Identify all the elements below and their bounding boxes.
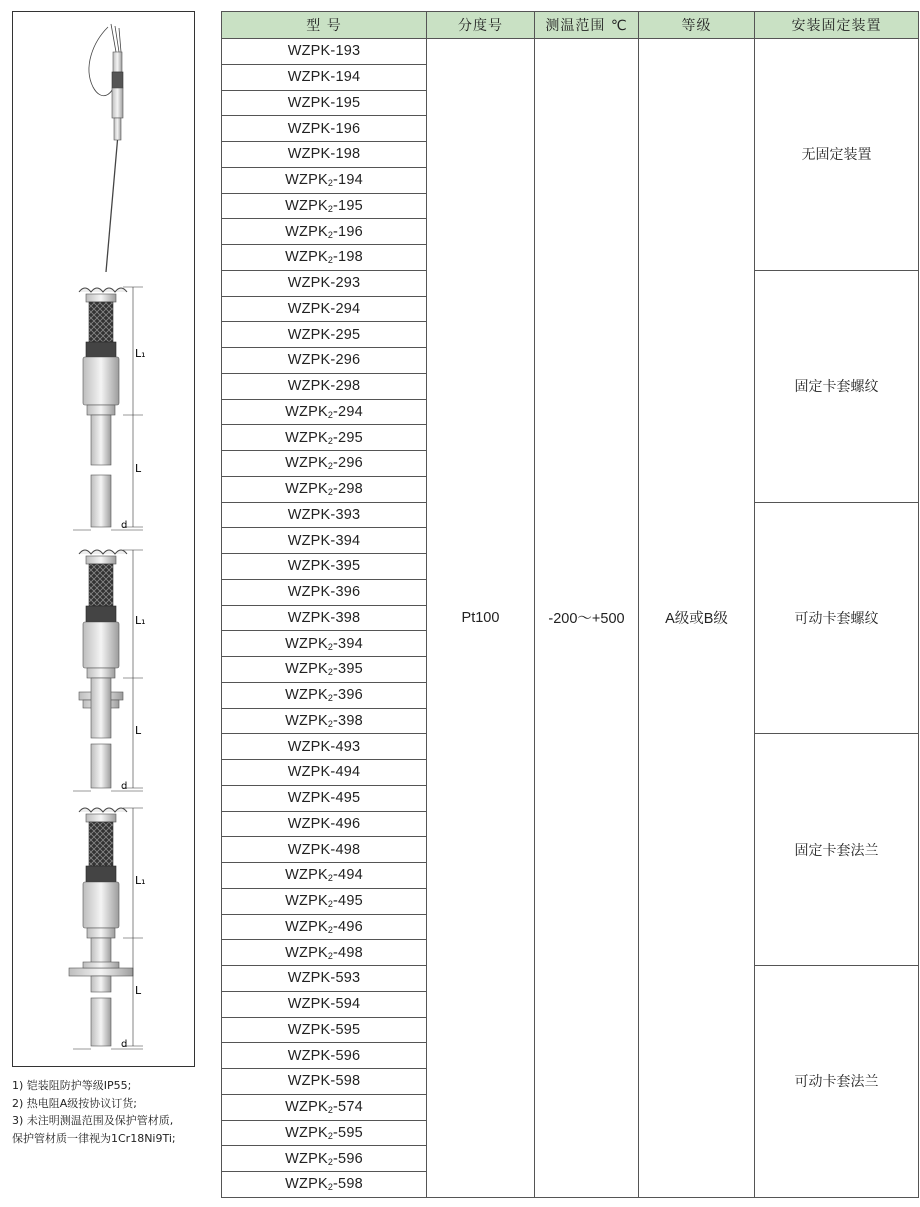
- model-suffix: -295: [330, 326, 361, 343]
- model-prefix: WZPK: [285, 249, 328, 266]
- model-suffix: -494: [333, 867, 363, 884]
- model-prefix: WZPK: [287, 996, 331, 1013]
- model-subscript: 2: [327, 1182, 334, 1193]
- model-cell: [222, 991, 427, 1017]
- grade-cell: A级或B级: [639, 39, 755, 1198]
- model-suffix: -594: [330, 996, 361, 1013]
- model-cell: [222, 631, 427, 657]
- model-cell: [222, 373, 427, 399]
- model-cell: [222, 940, 427, 966]
- model-suffix: -595: [330, 1021, 361, 1038]
- model-cell: [222, 270, 427, 296]
- model-suffix: -398: [330, 609, 361, 626]
- model-cell: [222, 1043, 427, 1069]
- model-subscript: 2: [327, 873, 334, 884]
- model-prefix: WZPK: [287, 584, 331, 601]
- model-cell: [222, 708, 427, 734]
- model-prefix: WZPK: [285, 1124, 328, 1141]
- model-cell: [222, 193, 427, 219]
- range-cell: -200～+500: [535, 39, 639, 1198]
- model-cell: [222, 734, 427, 760]
- model-subscript: 2: [327, 693, 334, 704]
- model-suffix: -194: [333, 172, 363, 189]
- model-suffix: -394: [330, 532, 361, 549]
- model-suffix: -298: [330, 378, 361, 395]
- model-prefix: WZPK: [287, 738, 331, 755]
- model-cell: [222, 296, 427, 322]
- model-subscript: 2: [327, 461, 334, 472]
- model-prefix: WZPK: [287, 69, 331, 86]
- model-subscript: 2: [327, 667, 334, 678]
- model-cell: [222, 167, 427, 193]
- model-suffix: -595: [333, 1124, 363, 1141]
- graduation-cell: Pt100: [427, 39, 535, 1198]
- model-prefix: WZPK: [287, 120, 331, 137]
- model-suffix: -295: [333, 429, 363, 446]
- model-prefix: WZPK: [287, 326, 331, 343]
- dim-label-d: d: [121, 781, 128, 792]
- model-prefix: WZPK: [285, 918, 328, 935]
- model-subscript: 2: [327, 950, 334, 961]
- model-cell: [222, 528, 427, 554]
- model-suffix: -596: [330, 1047, 361, 1064]
- model-suffix: -496: [330, 815, 361, 832]
- mounting-cell: 可动卡套法兰: [755, 966, 919, 1198]
- model-prefix: WZPK: [287, 532, 331, 549]
- model-cell: [222, 64, 427, 90]
- model-prefix: WZPK: [285, 867, 328, 884]
- model-suffix: -195: [330, 94, 361, 111]
- model-subscript: 2: [327, 899, 334, 910]
- model-prefix: WZPK: [287, 506, 331, 523]
- model-cell: [222, 142, 427, 168]
- model-suffix: -393: [330, 506, 361, 523]
- model-cell: [222, 322, 427, 348]
- model-suffix: -493: [330, 738, 361, 755]
- model-prefix: WZPK: [285, 455, 328, 472]
- model-suffix: -296: [333, 455, 363, 472]
- model-suffix: -596: [333, 1150, 363, 1167]
- model-suffix: -593: [330, 970, 361, 987]
- model-suffix: -294: [333, 403, 363, 420]
- model-prefix: WZPK: [287, 300, 331, 317]
- model-prefix: WZPK: [285, 944, 328, 961]
- dim-label-l1: L₁: [135, 347, 146, 360]
- model-prefix: WZPK: [285, 1176, 328, 1193]
- model-cell: [222, 39, 427, 65]
- drawing-flange-sensor: [69, 808, 143, 1049]
- mounting-cell: 可动卡套螺纹: [755, 502, 919, 734]
- model-cell: [222, 245, 427, 271]
- header-graduation: 分度号: [427, 12, 535, 39]
- model-prefix: WZPK: [285, 172, 328, 189]
- model-cell: [222, 1146, 427, 1172]
- model-suffix: -198: [330, 146, 361, 163]
- note-1: 1) 铠装阻防护等级IP55;: [12, 1079, 132, 1092]
- model-suffix: -598: [333, 1176, 363, 1193]
- mounting-cell: 无固定装置: [755, 39, 919, 271]
- model-cell: [222, 90, 427, 116]
- model-cell: [222, 1094, 427, 1120]
- model-subscript: 2: [327, 255, 334, 266]
- model-subscript: 2: [327, 924, 334, 935]
- dim-label-d: d: [121, 1039, 128, 1050]
- model-suffix: -398: [333, 712, 363, 729]
- model-suffix: -298: [333, 481, 363, 498]
- model-prefix: WZPK: [287, 609, 331, 626]
- drawing-flexible-sensor: [89, 24, 123, 272]
- model-prefix: WZPK: [287, 94, 331, 111]
- model-cell: [222, 1017, 427, 1043]
- model-subscript: 2: [327, 487, 334, 498]
- model-prefix: WZPK: [287, 790, 331, 807]
- dim-label-l: L: [135, 462, 142, 475]
- model-suffix: -396: [330, 584, 361, 601]
- model-cell: [222, 554, 427, 580]
- model-suffix: -498: [333, 944, 363, 961]
- model-subscript: 2: [327, 409, 334, 420]
- model-cell: [222, 888, 427, 914]
- sensor-drawings: [13, 12, 196, 1068]
- notes: [12, 1077, 212, 1147]
- model-cell: [222, 914, 427, 940]
- model-prefix: WZPK: [287, 1021, 331, 1038]
- model-cell: [222, 1120, 427, 1146]
- drawing-panel: [12, 11, 195, 1067]
- model-subscript: 2: [327, 641, 334, 652]
- dim-label-l: L: [135, 724, 142, 737]
- model-subscript: 2: [327, 203, 334, 214]
- model-prefix: WZPK: [287, 970, 331, 987]
- model-cell: [222, 348, 427, 374]
- note-3: 3) 未注明测温范围及保护管材质,: [12, 1114, 174, 1127]
- model-prefix: WZPK: [285, 635, 328, 652]
- table-row: [222, 39, 919, 65]
- model-cell: [222, 605, 427, 631]
- model-prefix: WZPK: [287, 558, 331, 575]
- model-subscript: 2: [327, 178, 334, 189]
- model-prefix: WZPK: [287, 1047, 331, 1064]
- model-suffix: -396: [333, 687, 363, 704]
- model-suffix: -494: [330, 764, 361, 781]
- model-suffix: -196: [330, 120, 361, 137]
- dim-label-l: L: [135, 984, 142, 997]
- model-prefix: WZPK: [287, 378, 331, 395]
- model-suffix: -193: [330, 43, 361, 60]
- model-cell: [222, 399, 427, 425]
- model-subscript: 2: [327, 1156, 334, 1167]
- model-cell: [222, 502, 427, 528]
- drawing-movable-thread-sensor: [73, 550, 143, 791]
- model-prefix: WZPK: [287, 815, 331, 832]
- model-suffix: -598: [330, 1073, 361, 1090]
- model-prefix: WZPK: [285, 481, 328, 498]
- model-subscript: 2: [327, 718, 334, 729]
- model-cell: [222, 1069, 427, 1095]
- spec-table: [221, 11, 919, 1198]
- model-cell: [222, 837, 427, 863]
- model-subscript: 2: [327, 1105, 334, 1116]
- model-prefix: WZPK: [287, 352, 331, 369]
- model-suffix: -294: [330, 300, 361, 317]
- model-suffix: -293: [330, 275, 361, 292]
- model-cell: [222, 476, 427, 502]
- model-suffix: -394: [333, 635, 363, 652]
- model-suffix: -395: [333, 661, 363, 678]
- model-suffix: -495: [330, 790, 361, 807]
- model-cell: [222, 760, 427, 786]
- table-body: [222, 39, 919, 1198]
- model-suffix: -574: [333, 1099, 363, 1116]
- model-prefix: WZPK: [287, 146, 331, 163]
- model-cell: [222, 425, 427, 451]
- drawing-fixed-thread-sensor: [73, 287, 143, 530]
- model-cell: [222, 863, 427, 889]
- model-cell: [222, 966, 427, 992]
- dim-label-d: d: [121, 520, 128, 531]
- model-suffix: -196: [333, 223, 363, 240]
- model-suffix: -296: [330, 352, 361, 369]
- model-suffix: -498: [330, 841, 361, 858]
- note-4: 保护管材质一律视为1Cr18Ni9Ti;: [12, 1131, 176, 1145]
- dim-label-l1: L₁: [135, 614, 146, 627]
- header-grade: 等级: [639, 12, 755, 39]
- model-prefix: WZPK: [285, 661, 328, 678]
- model-prefix: WZPK: [287, 1073, 331, 1090]
- model-suffix: -495: [333, 893, 363, 910]
- table-header-row: [222, 12, 919, 39]
- model-subscript: 2: [327, 229, 334, 240]
- model-prefix: WZPK: [287, 764, 331, 781]
- model-cell: [222, 579, 427, 605]
- model-suffix: -496: [333, 918, 363, 935]
- model-prefix: WZPK: [287, 43, 331, 60]
- model-suffix: -194: [330, 69, 361, 86]
- model-cell: [222, 116, 427, 142]
- model-suffix: -195: [333, 197, 363, 214]
- model-cell: [222, 682, 427, 708]
- model-suffix: -198: [333, 249, 363, 266]
- model-prefix: WZPK: [285, 197, 328, 214]
- model-prefix: WZPK: [285, 429, 328, 446]
- model-cell: [222, 451, 427, 477]
- dim-label-l1: L₁: [135, 874, 146, 887]
- header-model: 型 号: [222, 12, 427, 39]
- model-prefix: WZPK: [285, 403, 328, 420]
- model-subscript: 2: [327, 435, 334, 446]
- model-prefix: WZPK: [285, 712, 328, 729]
- model-prefix: WZPK: [285, 1150, 328, 1167]
- model-prefix: WZPK: [285, 223, 328, 240]
- header-mounting: 安装固定装置: [755, 12, 919, 39]
- model-cell: [222, 657, 427, 683]
- model-prefix: WZPK: [287, 841, 331, 858]
- model-cell: [222, 785, 427, 811]
- model-prefix: WZPK: [285, 687, 328, 704]
- model-cell: [222, 811, 427, 837]
- model-prefix: WZPK: [285, 893, 328, 910]
- model-prefix: WZPK: [285, 1099, 328, 1116]
- model-suffix: -395: [330, 558, 361, 575]
- note-2: 2) 热电阻A级按协议订货;: [12, 1096, 138, 1110]
- header-range: 测温范围 ℃: [535, 12, 639, 39]
- mounting-cell: 固定卡套法兰: [755, 734, 919, 966]
- model-prefix: WZPK: [287, 275, 331, 292]
- model-cell: [222, 1172, 427, 1198]
- mounting-cell: 固定卡套螺纹: [755, 270, 919, 502]
- model-cell: [222, 219, 427, 245]
- model-subscript: 2: [327, 1130, 334, 1141]
